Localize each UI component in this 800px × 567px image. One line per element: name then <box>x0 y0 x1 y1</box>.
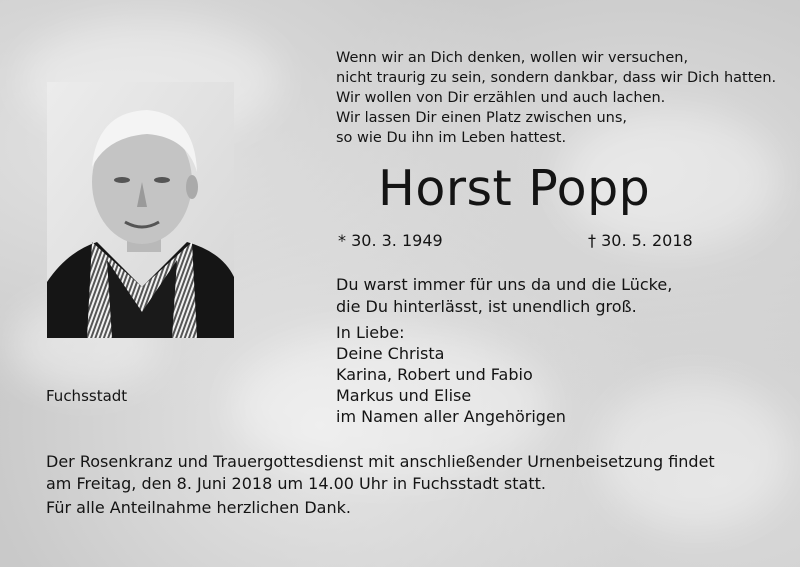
mourners-line: Karina, Robert und Fabio <box>336 365 533 384</box>
portrait-photo <box>47 82 234 338</box>
verse-line: Wenn wir an Dich denken, wollen wir versuchen, <box>336 50 689 66</box>
death-date: † 30. 5. 2018 <box>588 231 693 250</box>
verse-line: nicht traurig zu sein, sondern dankbar, dass wir Dich hatten. <box>336 70 777 86</box>
verse-line: Wir lassen Dir einen Platz zwischen uns, <box>336 110 628 126</box>
deceased-name: Horst Popp <box>378 160 651 217</box>
verse-line: so wie Du ihn im Leben hattest. <box>336 130 567 146</box>
mourners-list <box>336 322 776 427</box>
mourners-line: In Liebe: <box>336 323 405 342</box>
tribute-line: die Du hinterlässt, ist unendlich groß. <box>336 297 637 316</box>
tribute-line: Du warst immer für uns da und die Lücke, <box>336 275 673 294</box>
mourners-line: im Namen aller Angehörigen <box>336 407 566 426</box>
birth-date: * 30. 3. 1949 <box>338 231 443 250</box>
mourners-line: Deine Christa <box>336 344 445 363</box>
memorial-verse <box>336 48 776 148</box>
service-line: am Freitag, den 8. Juni 2018 um 14.00 Uhr in Fuchsstadt statt. <box>46 474 546 493</box>
tribute-text <box>336 274 776 318</box>
service-line: Der Rosenkranz und Trauergottesdienst mit anschließender Urnenbeisetzung findet <box>46 452 715 471</box>
portrait-illustration <box>47 82 234 338</box>
service-announcement <box>46 451 766 495</box>
mourners-line: Markus und Elise <box>336 386 472 405</box>
thanks-text: Für alle Anteilnahme herzlichen Dank. <box>46 498 351 517</box>
place-name: Fuchsstadt <box>46 387 128 405</box>
verse-line: Wir wollen von Dir erzählen und auch lachen. <box>336 90 666 106</box>
